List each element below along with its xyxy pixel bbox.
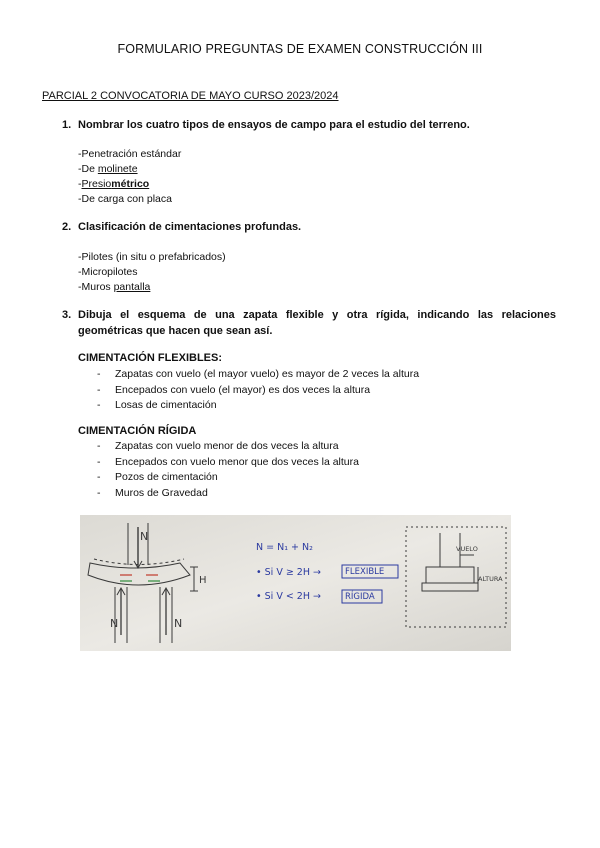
question-text: Nombrar los cuatro tipos de ensayos de campo para el estudio del terreno. — [78, 119, 470, 131]
list-item: - Encepados con vuelo (el mayor) es dos veces la altura — [97, 383, 419, 399]
list-item: - Encepados con vuelo menor que dos veces la altura — [97, 455, 359, 471]
list-item: - Zapatas con vuelo menor de dos veces la altura — [97, 439, 359, 455]
section-heading-rigid: CIMENTACIÓN RÍGIDA — [78, 425, 197, 437]
answer-item: -Muros pantalla — [78, 281, 151, 293]
rule-flexible-condition: • Si V ≥ 2H → — [256, 567, 321, 578]
answer-item: -Micropilotes — [78, 266, 138, 278]
answer-list-1 — [78, 147, 181, 207]
question-text: Dibuja el esquema de una zapata flexible y otra rígida, indicando las relaciones geométricas que hacen que sean así. — [78, 309, 556, 337]
rule-rigid-condition: • Si V < 2H → — [256, 591, 321, 602]
exam-subtitle: PARCIAL 2 CONVOCATORIA DE MAYO CURSO 2023/2024 — [42, 90, 339, 102]
equation-text: N = N₁ + N₂ — [256, 542, 313, 553]
list-item: - Losas de cimentación — [97, 398, 419, 414]
answer-item: -De carga con placa — [78, 193, 172, 205]
vuelo-label: VUELO — [456, 545, 478, 553]
section-heading-flexible: CIMENTACIÓN FLEXIBLES: — [78, 352, 223, 364]
height-label: H — [199, 575, 207, 586]
rigid-list — [97, 439, 359, 501]
question-2 — [62, 221, 301, 233]
document-title: FORMULARIO PREGUNTAS DE EXAMEN CONSTRUCCIÓN III — [117, 42, 483, 56]
load-label: N — [140, 530, 149, 543]
list-item: - Pozos de cimentación — [97, 470, 359, 486]
question-1 — [62, 119, 470, 131]
question-number: 3. — [62, 309, 72, 321]
reaction-label-left: N — [110, 617, 119, 630]
flexible-list — [97, 367, 419, 414]
answer-item: -Pilotes (in situ o prefabricados) — [78, 251, 226, 263]
answer-item: -De molinete — [78, 163, 138, 175]
answer-item: -Presiométrico — [78, 178, 150, 190]
reaction-label-right: N — [174, 617, 183, 630]
answer-item: -Penetración estándar — [78, 148, 182, 160]
question-text: Clasificación de cimentaciones profundas. — [78, 221, 302, 233]
rule-rigid-result: RÍGIDA — [345, 592, 375, 602]
question-3 — [62, 307, 556, 339]
sketch-drawing — [80, 515, 511, 651]
question-number: 1. — [62, 119, 72, 131]
list-item: - Muros de Gravedad — [97, 486, 359, 502]
list-item: - Zapatas con vuelo (el mayor vuelo) es mayor de 2 veces la altura — [97, 367, 419, 383]
rule-flexible-result: FLEXIBLE — [345, 567, 385, 577]
question-number: 2. — [62, 221, 72, 233]
altura-label: ALTURA — [478, 575, 503, 583]
handwritten-sketch-photo — [80, 515, 511, 651]
answer-list-2 — [78, 250, 226, 295]
